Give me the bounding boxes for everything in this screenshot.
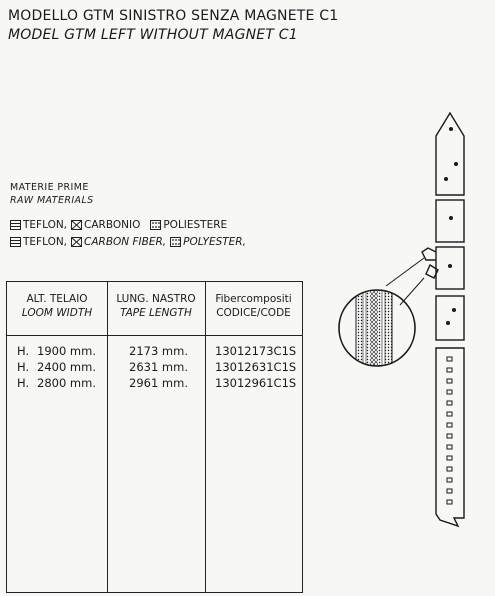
row-code: 13012631C1S	[215, 360, 297, 374]
row-tape-length: 2173 mm.	[129, 344, 188, 358]
teflon-swatch-icon	[10, 220, 21, 230]
row-tape-length: 2961 mm.	[129, 376, 188, 390]
legend-teflon-label: TEFLON,	[23, 236, 68, 248]
title-english: MODEL GTM LEFT WITHOUT MAGNET C1	[8, 27, 298, 43]
header-tape-length	[107, 292, 205, 320]
header-code-en: CODICE/CODE	[216, 307, 291, 319]
teflon-swatch-icon	[10, 237, 21, 247]
legend-carbon-label: CARBONIO	[84, 219, 141, 231]
header-tape-length-en: TAPE LENGTH	[120, 307, 192, 319]
tape-segment	[436, 200, 464, 242]
table-header-divider	[7, 335, 302, 336]
polyester-swatch-icon	[150, 220, 161, 230]
legend-teflon-label: TEFLON,	[23, 219, 68, 231]
row-h-prefix: H.	[17, 344, 30, 358]
header-loom-width-en: LOOM WIDTH	[21, 307, 93, 319]
tape-segment	[436, 296, 464, 340]
row-tape-length: 2631 mm.	[129, 360, 188, 374]
row-code: 13012961C1S	[215, 376, 297, 390]
tape-head-segment	[436, 113, 464, 195]
polyester-swatch-icon	[170, 237, 181, 247]
tape-long-segment	[436, 348, 464, 526]
legend-polyester-label: POLIESTERE	[163, 219, 228, 231]
table-column-divider	[205, 282, 206, 592]
legend-row-english	[10, 236, 250, 248]
header-tape-length-it: LUNG. NASTRO	[116, 293, 196, 305]
title-italian: MODELLO GTM SINISTRO SENZA MAGNETE C1	[8, 8, 339, 24]
materials-heading-italian: MATERIE PRIME	[10, 182, 89, 193]
row-h-prefix: H.	[17, 376, 30, 390]
legend-carbon-label: CARBON FIBER,	[84, 236, 167, 248]
row-loom-width: 1900 mm.	[37, 344, 96, 358]
tape-technical-drawing	[330, 100, 480, 530]
dimensions-table	[6, 281, 303, 593]
header-loom-width	[7, 292, 107, 320]
carbon-swatch-icon	[71, 220, 82, 230]
table-column-divider	[107, 282, 108, 592]
header-code-it: Fibercompositi	[215, 293, 292, 305]
header-loom-width-it: ALT. TELAIO	[26, 293, 88, 305]
legend-row-italian	[10, 219, 231, 231]
legend-polyester-label: POLYESTER,	[183, 236, 246, 248]
row-loom-width: 2400 mm.	[37, 360, 96, 374]
header-code	[205, 292, 302, 320]
materials-heading-english: RAW MATERIALS	[10, 195, 94, 206]
row-h-prefix: H.	[17, 360, 30, 374]
row-code: 13012173C1S	[215, 344, 297, 358]
carbon-swatch-icon	[71, 237, 82, 247]
cross-section-detail	[339, 285, 415, 375]
row-loom-width: 2800 mm.	[37, 376, 96, 390]
